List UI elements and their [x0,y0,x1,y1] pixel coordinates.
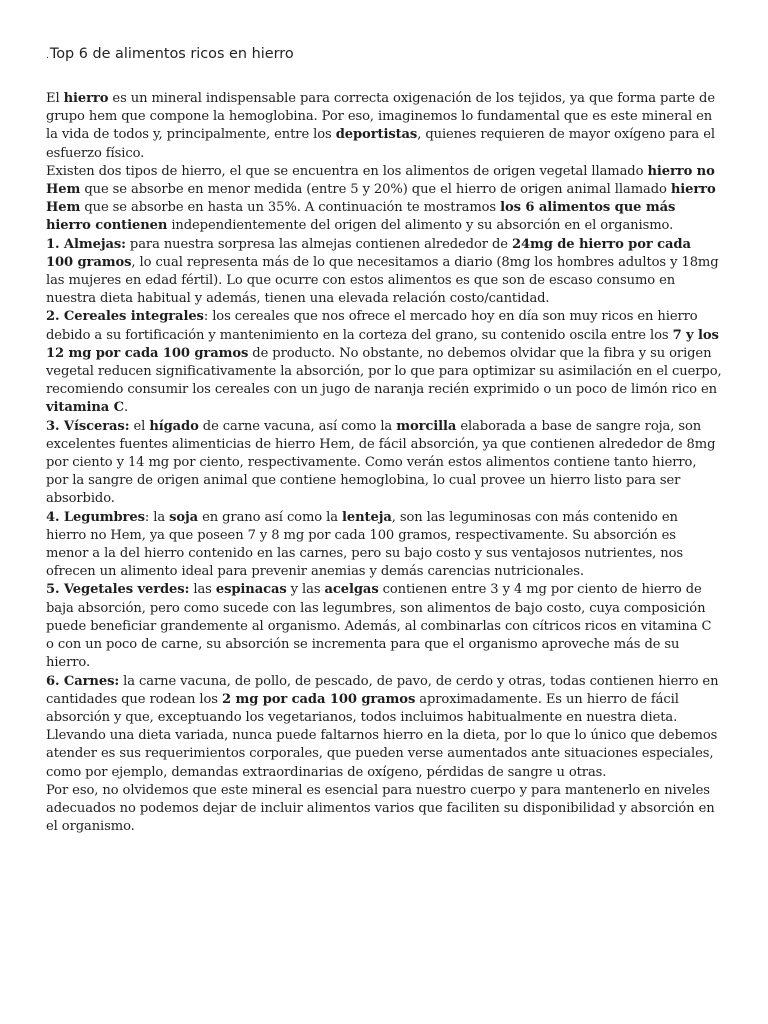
bold-text: 7 y los 12 mg por cada 100 gramos [46,327,719,361]
bold-text: 4. Legumbres [46,509,145,525]
text-run: Por eso, no olvidemos que este mineral es esencial para nuestro cuerpo y para mantenerlo en niveles adecuados no podemos dejar de incluir alimentos varios que faciliten su disponibilidad y absorción en el organismo. [46,782,715,835]
text-run: de carne vacuna, así como la [198,418,397,434]
bold-text: soja [169,509,199,525]
bold-text: acelgas [324,582,379,598]
document-title [46,44,722,66]
bold-text: hierro no Hem [46,163,715,198]
text-run: que se absorbe en hasta un 35%. A continuación te mostramos [80,200,501,216]
bold-text: hierro Hem [46,182,716,216]
text-run: Llevando una dieta variada, nunca puede faltarnos hierro en la dieta, por lo que lo único que debemos atender es sus requerimientos corporales, que pueden verse aumentados ante situaciones especiales, como por ejemplo, demandas extraordinarias de oxígeno, pérdidas de sangre u otras. [46,728,718,780]
text-run: aproximadamente. Es un hierro de fácil absorción y que, exceptuando los vegetarianos, todos incluimos habitualmente en nuestra dieta. [46,691,679,725]
text-run: . [123,400,128,416]
text-run: las [189,582,216,598]
text-run: de producto. No obstante, no debemos olvidar que la fibra y su origen vegetal reducen significativamente la absorción, por lo que para optimizar su asimilación en el cuerpo, recomiendo consumir los cereales con un jugo de naranja recién exprimido o un poco de limón rico en [46,345,722,398]
text-run: : los cereales que nos ofrece el mercado hoy en día son muy ricos en hierro debido a su fortificación y mantenimiento en la corteza del grano, su contenido oscila entre los [46,309,698,343]
paragraph [46,782,722,837]
text-run: , son las leguminosas con más contenido en hierro no Hem, ya que poseen 7 y 8 mg por cada 100 gramos, respectivamente. Su absorción es menor a la del hierro contenido en las carnes, pero su bajo costo y sus ventajosos nutrientes, nos ofrecen un alimento ideal para prevenir anemias y demás carencias nutricionales. [46,509,683,580]
document-body [46,90,722,836]
title-mark: . [46,51,49,61]
text-run: , lo cual representa más de lo que necesitamos a diario (8mg los hombres adultos y 18mg las mujeres en edad fértil). Lo que ocurre con estos alimentos es que son de escaso consumo en nuestra dieta habitual y además, tienen una elevada relación costo/cantidad. [46,254,719,307]
bold-text: 1. Almejas: [46,236,126,252]
bold-text: 5. Vegetales verdes: [46,582,190,598]
paragraph [46,236,722,309]
text-run: en grano así como la [198,509,342,525]
text-run: y las [286,582,325,598]
bold-text: hígado [149,418,199,434]
paragraph [46,509,722,582]
paragraph [46,90,722,163]
paragraph [46,418,722,509]
bold-text: 24mg de hierro por cada 100 gramos [46,236,691,270]
text-run: la carne vacuna, de pollo, de pescado, de pavo, de cerdo y otras, todas contienen hierro en cantidades que rodean los [46,673,719,707]
text-run: Existen dos tipos de hierro, el que se encuentra en los alimentos de origen vegetal llamado [46,163,648,179]
text-run: es un mineral indispensable para correcta oxigenación de los tejidos, ya que forma parte de grupo hem que compone la hemoglobina. Por eso, imaginemos lo fundamental que es este mineral en la vida de todos y, principalmente, entre los [46,91,715,143]
text-run: , quienes requieren de mayor oxígeno para el esfuerzo físico. [46,127,715,161]
text-run: independientemente del origen del alimento y su absorción en el organismo. [167,218,674,234]
paragraph [46,308,722,417]
bold-text: vitamina C [46,400,124,416]
paragraph [46,581,722,672]
text-run: El [46,91,64,106]
bold-text: 6. Carnes: [46,673,120,689]
paragraph [46,673,722,728]
text-run: elaborada a base de sangre roja, son excelentes fuentes alimenticias de hierro Hem, de fácil absorción, ya que contienen alrededor de 8mg por ciento y 14 mg por ciento, respectivamente. Como verán estos alimentos contiene tanto hierro, por la sangre de origen animal que contiene hemoglobina, lo cual provee un hierro listo para ser absorbido. [46,418,716,507]
bold-text: lenteja [341,509,392,525]
bold-text: los 6 alimentos que más hierro contienen [46,200,676,234]
paragraph [46,163,722,236]
document-page [46,44,722,836]
text-run: el [129,418,150,434]
bold-text: 2. Cereales integrales [46,309,204,325]
text-run: : la [144,509,170,525]
text-run: para nuestra sorpresa las almejas contienen alrededor de [125,236,512,252]
bold-text: 3. Vísceras: [46,418,130,434]
bold-text: espinacas [215,582,287,598]
bold-text: hierro [63,91,109,106]
title-text: Top 6 de alimentos ricos en hierro [49,46,294,62]
bold-text: morcilla [396,418,457,434]
bold-text: deportistas [335,127,418,143]
paragraph [46,727,722,782]
text-run: que se absorbe en menor medida (entre 5 y 20%) que el hierro de origen animal llamado [80,182,671,198]
text-run: contienen entre 3 y 4 mg por ciento de hierro de baja absorción, pero como sucede con las legumbres, son alimentos de bajo costo, cuya composición puede beneficiar grandemente al organismo. Además, al combinarlas con cítricos ricos en vitamina C o con un poco de carne, su absorción se incrementa para que el organismo aproveche más de su hierro. [46,582,712,671]
bold-text: 2 mg por cada 100 gramos [221,691,416,707]
